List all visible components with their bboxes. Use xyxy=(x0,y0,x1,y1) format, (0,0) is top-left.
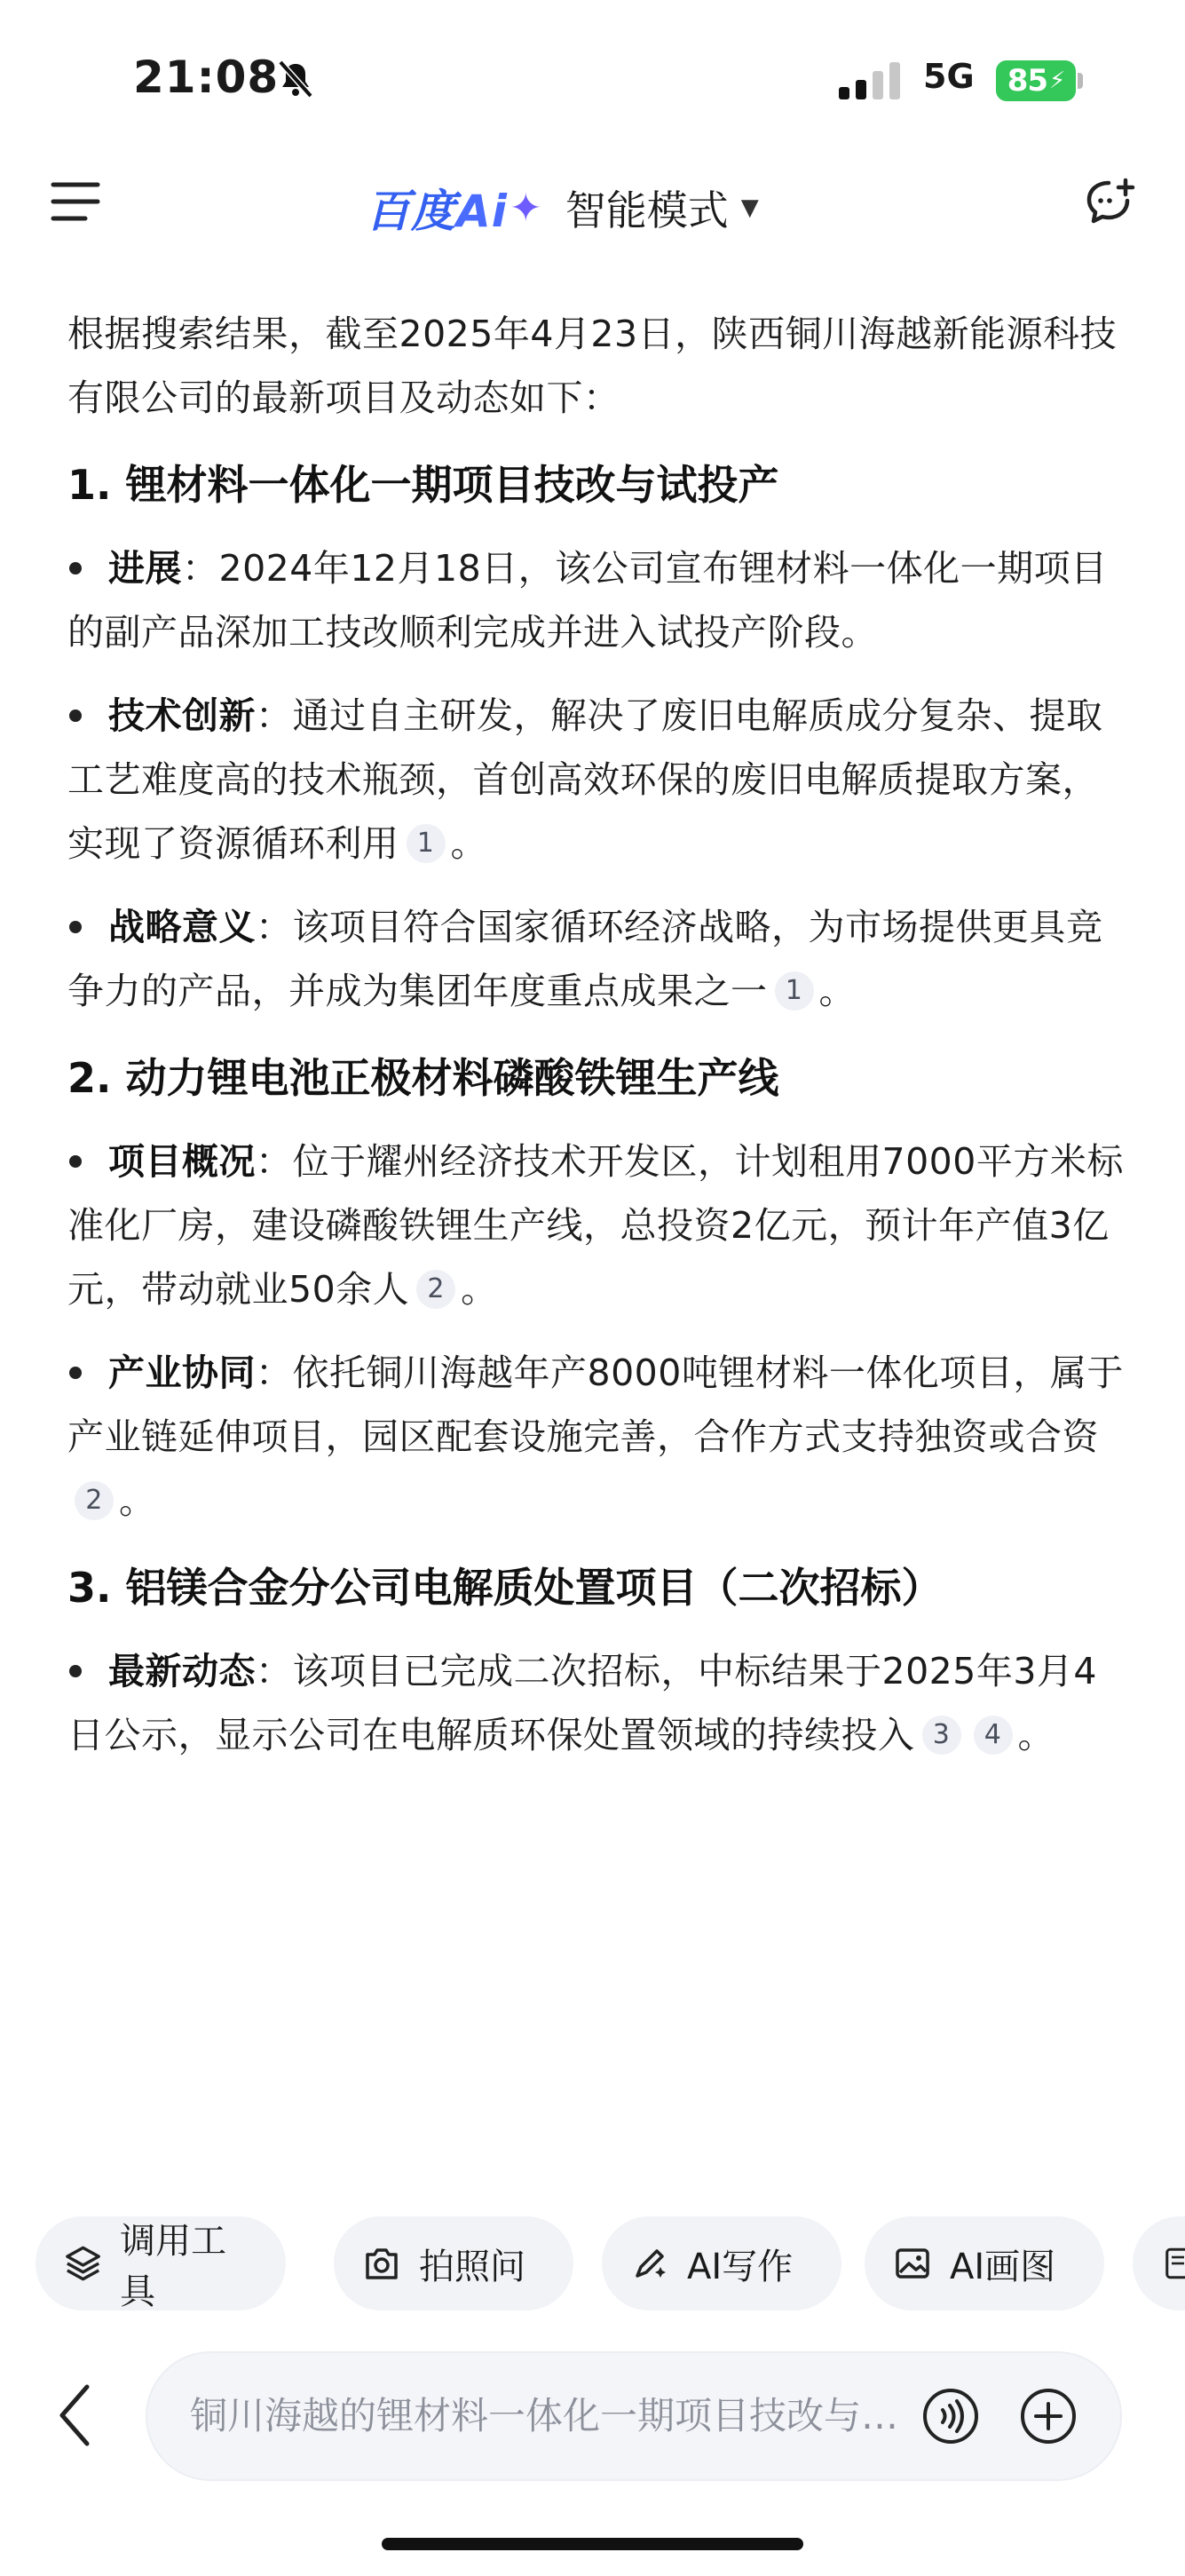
plus-icon[interactable] xyxy=(1017,2385,1079,2447)
status-time: 21:08 xyxy=(133,52,280,103)
bullet-text: ：位于耀州经济技术开发区，计划租用7000平方米标准化厂房，建设磷酸铁锂生产线，总投资2亿元，预计年产值3亿元，带动就业50余人 xyxy=(67,1140,1124,1311)
new-chat-icon[interactable] xyxy=(1085,178,1136,227)
document-icon xyxy=(1159,2242,1185,2285)
chat-input[interactable] xyxy=(190,2353,918,2479)
signal-icon xyxy=(839,62,903,99)
bullet-item xyxy=(67,684,1124,876)
image-icon xyxy=(891,2242,934,2285)
pen-icon xyxy=(628,2242,671,2285)
brand-mode-selector[interactable] xyxy=(366,176,759,240)
layers-icon xyxy=(62,2242,104,2285)
status-bar xyxy=(0,0,1185,151)
mode-label: 智能模式 xyxy=(565,186,729,234)
bell-muted-icon xyxy=(275,59,316,99)
bullet-label: 项目概况 xyxy=(108,1140,256,1183)
bullet-label: 产业协同 xyxy=(108,1351,256,1394)
bullet-label: 技术创新 xyxy=(108,694,256,737)
bullet-item xyxy=(67,1639,1124,1767)
battery-level: 85 xyxy=(1007,63,1048,99)
sparkle-icon: ✦ xyxy=(509,185,542,231)
brand-logo xyxy=(366,176,508,240)
bullet-item xyxy=(67,1129,1124,1321)
bullet-dot xyxy=(69,1367,82,1379)
bullet-label: 战略意义 xyxy=(108,906,256,948)
section-heading: 3. 铝镁合金分公司电解质处置项目（二次招标） xyxy=(67,1564,943,1612)
bullet-text: ：2024年12月18日，该公司宣布锂材料一体化一期项目的副产品深加工技改顺利完成并进入试投产阶段。 xyxy=(67,547,1108,654)
charging-icon: ⚡ xyxy=(1049,67,1065,94)
bullet-dot xyxy=(69,562,82,575)
battery-cap xyxy=(1078,73,1083,89)
citation-badge[interactable]: 4 xyxy=(974,1716,1013,1755)
tool-button-photo[interactable] xyxy=(334,2216,573,2310)
battery-indicator xyxy=(996,60,1076,101)
bullet-text: ：该项目已完成二次招标，中标结果于2025年3月4日公示，显示公司在电解质环保处置领域的持续投入 xyxy=(67,1650,1098,1756)
tool-button-drawing[interactable] xyxy=(865,2216,1104,2310)
period: 。 xyxy=(450,822,487,865)
network-type: 5G xyxy=(923,57,975,96)
bullet-text: ：通过自主研发，解决了废旧电解质成分复杂、提取工艺难度高的技术瓶颈，首创高效环保的废旧电解质提取方案，实现了资源循环利用 xyxy=(67,694,1103,865)
home-indicator xyxy=(382,2538,803,2550)
bullet-dot xyxy=(69,709,82,722)
tool-label: 调用工具 xyxy=(120,2221,227,2312)
brand-ai: Ai xyxy=(456,186,508,237)
period: 。 xyxy=(461,1268,498,1311)
bullet-dot xyxy=(69,921,82,933)
voice-icon[interactable] xyxy=(920,2385,982,2447)
back-chevron-icon[interactable] xyxy=(53,2380,98,2451)
bullet-text: ：依托铜川海越年产8000吨锂材料一体化项目，属于产业链延伸项目，园区配套设施完善，合作方式支持独资或合资 xyxy=(67,1351,1124,1458)
citation-badge[interactable]: 1 xyxy=(775,971,814,1011)
bullet-item xyxy=(67,536,1124,664)
input-row xyxy=(0,2344,1185,2486)
tool-label: AI画图 xyxy=(950,2246,1056,2287)
bullet-item xyxy=(67,1341,1124,1533)
period: 。 xyxy=(119,1479,156,1522)
bullet-text: ：该项目符合国家循环经济战略，为市场提供更具竞争力的产品，并成为集团年度重点成果之一 xyxy=(67,906,1103,1012)
citation-badge[interactable]: 2 xyxy=(416,1270,455,1309)
camera-icon xyxy=(360,2242,403,2285)
period: 。 xyxy=(818,970,856,1012)
section-heading: 2. 动力锂电池正极材料磷酸铁锂生产线 xyxy=(67,1054,779,1102)
tool-button-invoke[interactable] xyxy=(36,2216,286,2310)
answer-intro: 根据搜索结果，截至2025年4月23日，陕西铜川海越新能源科技有限公司的最新项目及动态如下： xyxy=(67,313,1118,419)
answer-content xyxy=(67,302,1124,1767)
tool-label: AI写作 xyxy=(687,2246,794,2287)
menu-icon[interactable] xyxy=(50,179,101,224)
tool-button-more[interactable] xyxy=(1133,2216,1185,2310)
caret-down-icon: ▼ xyxy=(740,194,759,221)
section-heading: 1. 锂材料一体化一期项目技改与试投产 xyxy=(67,461,779,509)
bullet-label: 进展 xyxy=(108,547,182,590)
chat-input-container xyxy=(146,2351,1122,2481)
bullet-label: 最新动态 xyxy=(108,1650,256,1692)
period: 。 xyxy=(1017,1714,1055,1756)
brand-prefix: 百度 xyxy=(366,186,456,237)
bullet-dot xyxy=(69,1155,82,1168)
bullet-item xyxy=(67,895,1124,1023)
bullet-dot xyxy=(69,1665,82,1677)
tool-bar xyxy=(36,2216,1185,2310)
citation-badge[interactable]: 2 xyxy=(75,1481,114,1520)
tool-label: 拍照问 xyxy=(419,2246,525,2287)
top-nav xyxy=(0,160,1185,258)
citation-badge[interactable]: 3 xyxy=(922,1716,961,1755)
tool-button-writing[interactable] xyxy=(602,2216,841,2310)
citation-badge[interactable]: 1 xyxy=(407,824,446,863)
